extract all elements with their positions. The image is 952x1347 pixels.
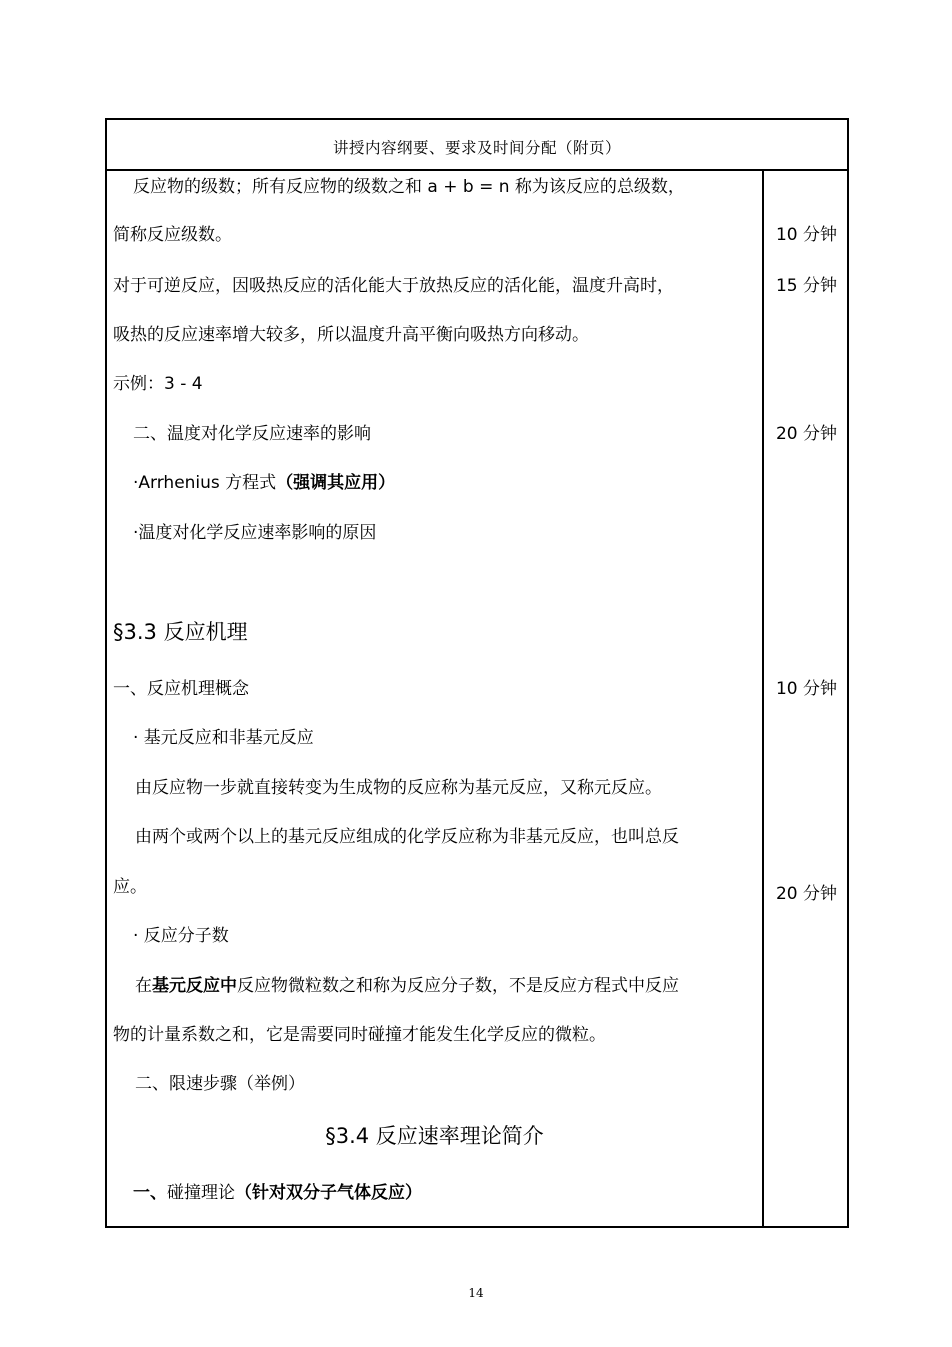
content-line: 简称反应级数。	[113, 225, 232, 245]
text-run: 在	[135, 976, 152, 996]
content-line: 示例：3 - 4	[113, 374, 203, 394]
section-title: §3.3 反应机理	[113, 620, 248, 644]
content-line: 对于可逆反应，因吸热反应的活化能大于放热反应的活化能，温度升高时，	[113, 276, 674, 296]
content-line: 应。	[113, 877, 147, 897]
section-heading: 一、反应机理概念	[113, 679, 249, 699]
content-line: 由两个或两个以上的基元反应组成的化学反应称为非基元反应，也叫总反	[135, 827, 679, 847]
content-line	[135, 974, 679, 998]
time-allocation: 20 分钟	[775, 424, 838, 444]
bullet-item: · 基元反应和非基元反应	[133, 728, 314, 748]
section-title: §3.4 反应速率理论简介	[325, 1124, 544, 1148]
content-column	[107, 169, 762, 1228]
time-allocation: 15 分钟	[775, 276, 838, 296]
content-line: ·温度对化学反应速率影响的原因	[133, 523, 377, 543]
text-run: 反应物微粒数之和称为反应分子数，不是反应方程式中反应	[237, 976, 679, 996]
emphasis-note: （针对双分子气体反应）	[235, 1183, 422, 1203]
table-header: 讲授内容纲要、要求及时间分配（附页）	[107, 120, 847, 171]
time-allocation: 10 分钟	[775, 679, 838, 699]
emphasis-text: 基元反应中	[152, 976, 237, 996]
page-number: 14	[468, 1286, 484, 1300]
heading-number: 一、	[133, 1183, 167, 1203]
emphasis-note: （强调其应用）	[276, 473, 396, 493]
section-heading: 二、限速步骤（举例）	[135, 1074, 305, 1094]
section-heading	[133, 1181, 422, 1205]
content-line: 由反应物一步就直接转变为生成物的反应称为基元反应，又称元反应。	[135, 778, 662, 798]
time-column	[764, 169, 849, 1228]
heading-text: 碰撞理论	[167, 1183, 235, 1203]
bullet-item: · 反应分子数	[133, 926, 229, 946]
syllabus-table	[105, 118, 849, 1228]
content-line	[133, 471, 395, 495]
section-heading: 二、温度对化学反应速率的影响	[133, 424, 371, 444]
equation-name: ·Arrhenius 方程式	[133, 473, 277, 493]
content-line: 反应物的级数；所有反应物的级数之和 a + b = n 称为该反应的总级数，	[133, 177, 685, 197]
content-line: 吸热的反应速率增大较多，所以温度升高平衡向吸热方向移动。	[113, 325, 589, 345]
time-allocation: 10 分钟	[775, 225, 838, 245]
content-line: 物的计量系数之和，它是需要同时碰撞才能发生化学反应的微粒。	[113, 1025, 606, 1045]
time-allocation: 20 分钟	[775, 884, 838, 904]
